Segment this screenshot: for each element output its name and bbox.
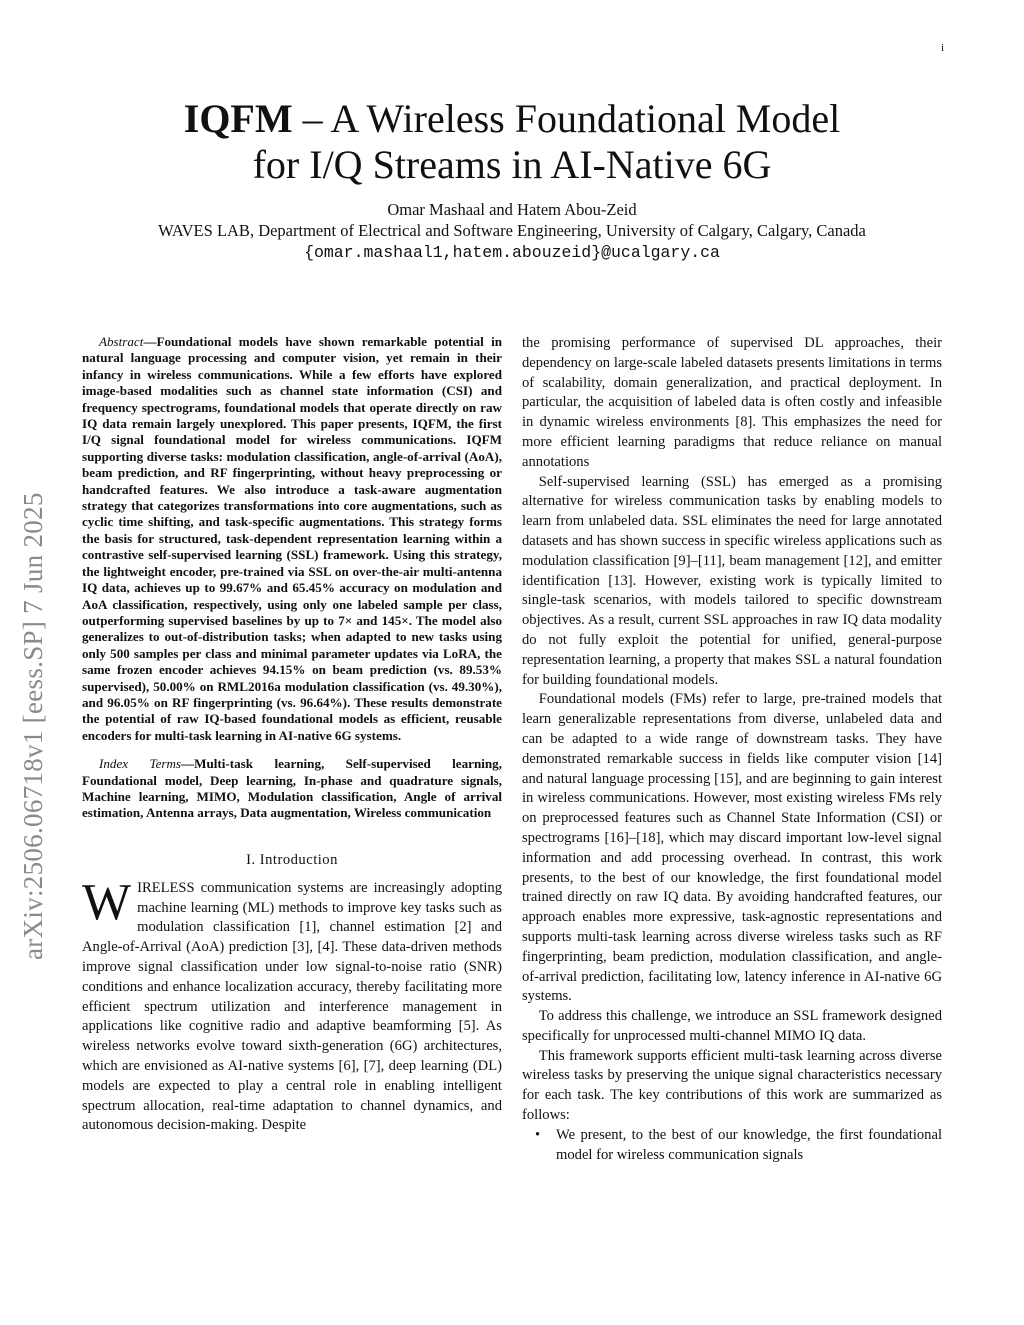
intro-paragraph-3: Foundational models (FMs) refer to large, pre-trained models that learn generalizable representations from diverse, unlabeled data and can be adapted to a wide range of downstream tasks. They have demonstrated remarkable success in fields like computer vision [14] and natural language processing [15], and are beginning to gain interest in wireless communications. However, most existing wireless FMs rely on preprocessed features such as Channel State Information (CSI) or spectrograms [16]–[18], which may discard important low-level signal information and add processing overhead. In contrast, this work presents, to the best of our knowledge, the first foundational model trained directly on raw IQ data. By avoiding handcrafted features, our approach enables more expressive, task-agnostic representations and supports multi-task learning across diverse wireless tasks such as RF fingerprinting, beam prediction, modulation classification, and angle-of-arrival prediction, facilitating low, latency inference in AI-native 6G systems.: [522, 691, 942, 1005]
intro-paragraph-1-continued: the promising performance of supervised DL approaches, their dependency on large-scale labeled datasets presents limitations in terms of scalability, domain generalization, and practical deployment. In particular, the acquisition of labeled data is often costly and infeasible in dynamic wireless environments [8]. This emphasizes the need for more efficient learning paradigms that reduce reliance on manual annotations: [522, 335, 942, 470]
author-emails: {omar.mashaal1,hatem.abouzeid}@ucalgary.ca: [304, 243, 720, 262]
list-item: [522, 1126, 942, 1166]
abstract-label: Abstract: [99, 334, 144, 349]
abstract-text: —Foundational models have shown remarkable potential in natural language processing and computer vision, yet remain in their infancy in wireless communications. While a few efforts have explored image-based modalities such as channel state information (CSI) and frequency spectrograms, foundational models that operate directly on raw IQ data remain largely unexplored. This paper presents, IQFM, the first I/Q signal foundational model for wireless communications. IQFM supporting diverse tasks: modulation classification, angle-of-arrival (AoA), beam prediction, and RF fingerprinting, without heavy preprocessing or handcrafted features. We also introduce a task-aware augmentation strategy that categorizes transformations into core augmentations, such as cyclic time shifting, and task-specific augmentations. This strategy forms the basis for structured, task-dependent representation learning within a contrastive self-supervised learning (SSL) framework. Using this strategy, the lightweight encoder, pre-trained via SSL on over-the-air multi-antenna IQ data, achieves up to 99.67% and 65.45% accuracy on modulation and AoA classification, respectively, using only one labeled sample per class, outperforming supervised baselines by up to 7× and 145×. The model also generalizes to out-of-distribution tasks; when adapted to new tasks using only 500 samples per class and minimal parameter updates via LoRA, the same frozen encoder achieves 94.15% on beam prediction (vs. 89.53% supervised), 50.00% on RML2016a modulation classification (vs. 49.30%), and 96.05% on RF fingerprinting (vs. 96.64%). These results demonstrate the potential of raw IQ-based foundational models as efficient, reusable encoders for multi-task learning in AI-native 6G systems.: [82, 334, 502, 743]
paper-title: [0, 96, 1024, 188]
index-terms: [82, 756, 502, 822]
intro-paragraph-5: This framework supports efficient multi-task learning across diverse wireless tasks by preserving the unique signal characteristics necessary for each task. The key contributions of this work are summarized as follows:: [522, 1047, 942, 1124]
contribution-text: We present, to the best of our knowledge, the first foundational model for wireless communication signals: [556, 1126, 942, 1163]
title-acronym: IQFM: [183, 96, 293, 141]
drop-cap-letter: W: [82, 873, 132, 931]
index-terms-label: Index Terms: [99, 756, 182, 772]
affiliation: WAVES LAB, Department of Electrical and Software Engineering, University of Calgary, Calgary, Canada: [158, 221, 866, 240]
author-list: Omar Mashaal and Hatem Abou-Zeid: [387, 200, 637, 219]
intro-paragraph-4: To address this challenge, we introduce an SSL framework designed specifically for unprocessed multi-channel MIMO IQ data.: [522, 1008, 942, 1044]
section-heading-introduction: I. Introduction: [246, 851, 338, 868]
left-column: [82, 334, 502, 1136]
intro-paragraph-2: Self-supervised learning (SSL) has emerged as a promising alternative for wireless communication tasks by enabling models to learn from unlabeled data. SSL eliminates the need for large annotated datasets and has shown success in specific wireless applications such as modulation classification [9]–[11], beam management [12], and emitter identification [13]. However, existing work is typically limited to single-task scenarios, with models tailored to specific downstream objectives. As a result, current SSL approaches in raw IQ data modality do not fully exploit the potential for unified, general-purpose representation learning, a property that makes SSL a natural foundation for building foundational models.: [522, 473, 942, 688]
title-line1-rest: – A Wireless Foundational Model: [292, 96, 841, 141]
arxiv-identifier-stamp: arXiv:2506.06718v1 [eess.SP] 7 Jun 2025: [18, 492, 48, 960]
intro-paragraph-1: [82, 873, 502, 1136]
intro-paragraph-1-text: IRELESS communication systems are increasingly adopting machine learning (ML) methods to improve key tasks such as modulation classification [1], channel estimation [2] and Angle-of-Arrival (AoA) prediction [3], [4]. These data-driven methods improve signal classification under low signal-to-noise ratio (SNR) conditions and enhance localization accuracy, thereby facilitating more efficient spectrum utilization and interference management in applications like cognitive radio and adaptive beamforming [5]. As wireless networks evolve toward sixth-generation (6G) architectures, which are envisioned as AI-native systems [6], [7], deep learning (DL) models are expected to play a central role in enabling intelligent spectrum allocation, real-time adaptation to channel dynamics, and autonomous decision-making. Despite: [82, 879, 502, 1134]
index-terms-text: —Multi-task learning, Self-supervised learning, Foundational model, Deep learning, In-phase and quadrature signals, Machine learning, MIMO, Modulation classification, Angle of arrival estimation, Antenna arrays, Data augmentation, Wireless communication: [82, 756, 503, 821]
abstract: [82, 334, 502, 744]
title-line2: for I/Q Streams in AI-Native 6G: [252, 142, 772, 187]
contributions-list: [522, 1126, 942, 1166]
page-number: i: [940, 42, 944, 54]
right-column: [522, 334, 942, 1165]
bullet-icon: •: [535, 1126, 541, 1143]
